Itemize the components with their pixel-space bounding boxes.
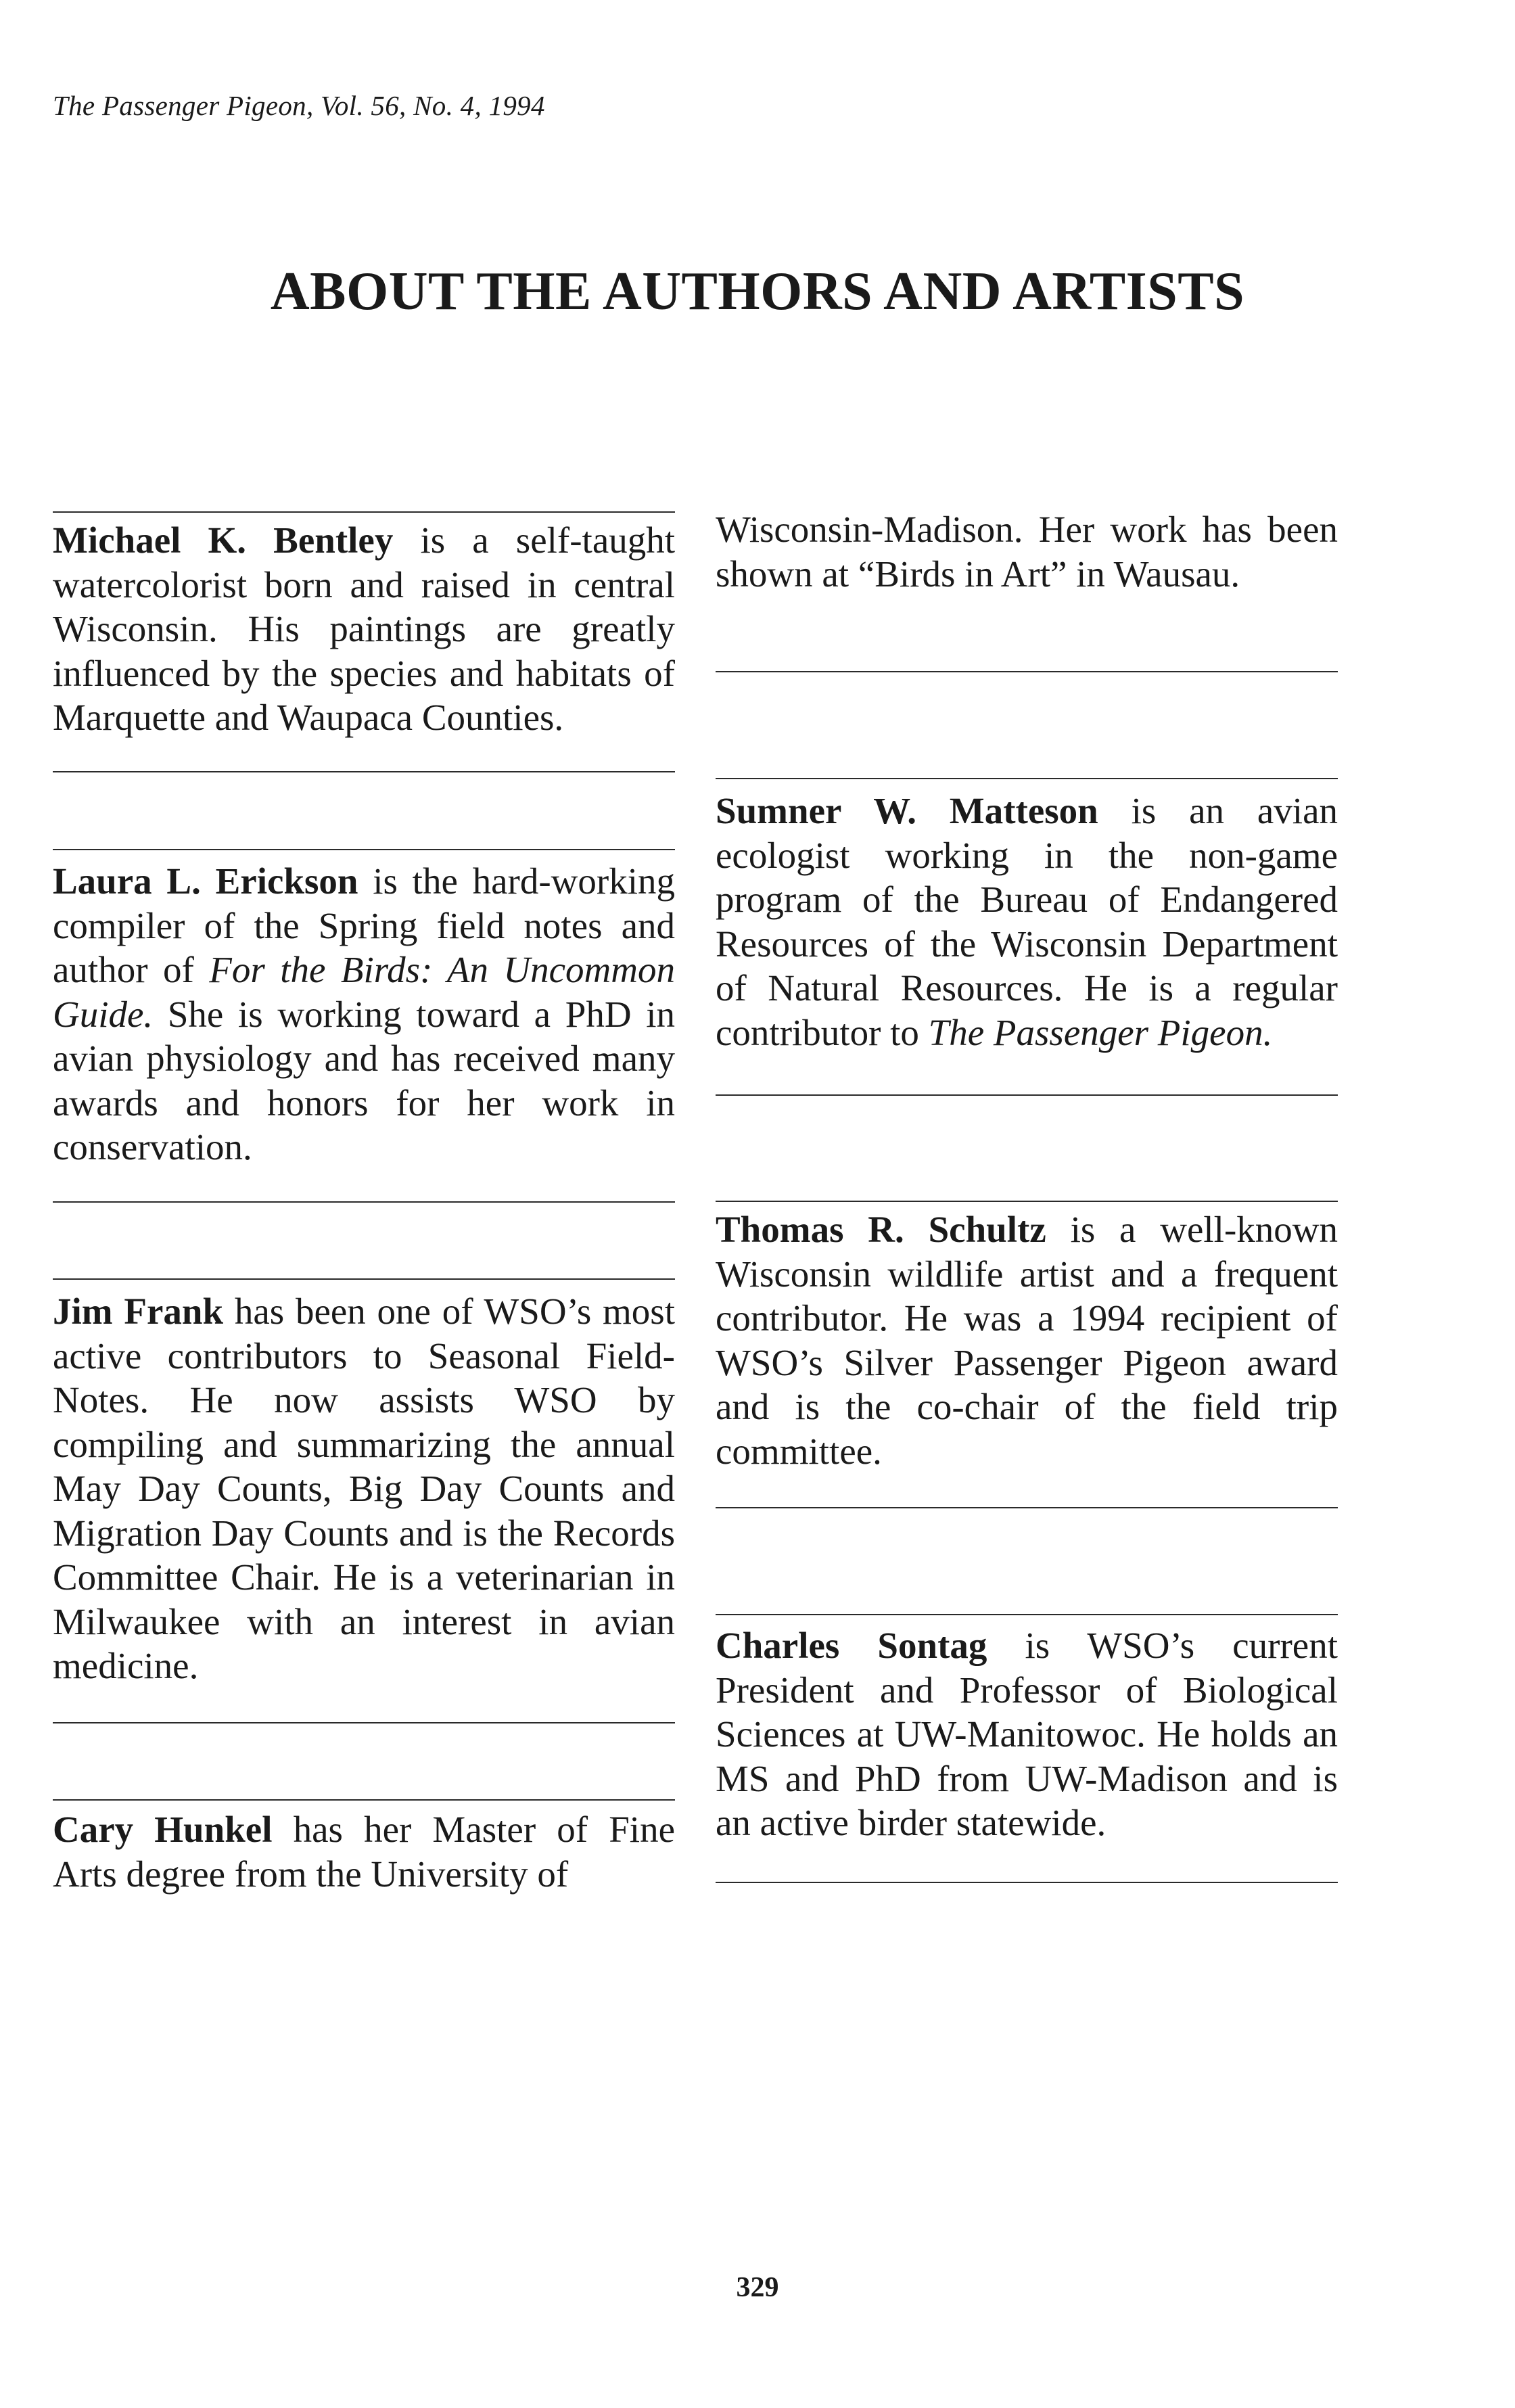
running-head: The Passenger Pigeon, Vol. 56, No. 4, 1994 bbox=[53, 90, 545, 121]
divider-rule bbox=[53, 511, 675, 513]
divider-rule bbox=[53, 849, 675, 850]
book-title: For the Birds: An Uncommon Guide. bbox=[53, 949, 676, 1035]
divider-rule bbox=[53, 1722, 675, 1723]
bio-hunkel-continued bbox=[716, 507, 1338, 596]
bio-hunkel bbox=[53, 1807, 675, 1896]
bio-matteson bbox=[716, 789, 1338, 1055]
author-name: Charles Sontag bbox=[716, 1625, 987, 1666]
bio-frank bbox=[53, 1289, 675, 1688]
divider-rule bbox=[716, 778, 1338, 779]
author-name: Laura L. Erickson bbox=[53, 860, 358, 902]
author-name: Sumner W. Matteson bbox=[716, 790, 1098, 831]
author-name: Cary Hunkel bbox=[53, 1809, 273, 1850]
divider-rule bbox=[716, 1094, 1338, 1096]
bio-text: has her Master of Fine Arts degree from the University of bbox=[53, 1809, 675, 1895]
divider-rule bbox=[716, 1882, 1338, 1883]
bio-text: is WSO’s current President and Professor of Biological Sciences at UW-Manitowoc. He holds an MS and PhD from UW-Madison and is an active birder statewide. bbox=[716, 1625, 1338, 1843]
divider-rule bbox=[716, 1201, 1338, 1202]
author-name: Michael K. Bentley bbox=[53, 519, 394, 561]
bio-schultz bbox=[716, 1207, 1338, 1473]
divider-rule bbox=[716, 1614, 1338, 1615]
bio-text: is an avian ecologist working in the non-game program of the Bureau of Endangered Resources of the Wisconsin Department of Natural Resources. He is a regular contributor to bbox=[716, 790, 1338, 1053]
bio-text: is the hard-working compiler of the Spring field notes and author of bbox=[53, 860, 675, 990]
journal-title: The Passenger Pigeon. bbox=[928, 1011, 1273, 1053]
bio-text: is a well-known Wisconsin wildlife artist and a frequent contributor. He was a 1994 recipient of WSO’s Silver Passenger Pigeon award and is the co-chair of the field trip committee. bbox=[716, 1209, 1338, 1472]
bio-text: Wisconsin-Madison. Her work has been shown at “Birds in Art” in Wausau. bbox=[716, 509, 1338, 595]
page-number: 329 bbox=[736, 2272, 779, 2303]
bio-text: has been one of WSO’s most active contributors to Seasonal Field-Notes. He now assists WSO by compiling and summarizing the annual May Day Counts, Big Day Counts and Migration Day Counts and is the Records Committee Chair. He is a veterinarian in Milwaukee with an interest in avian medicine. bbox=[53, 1291, 675, 1686]
divider-rule bbox=[53, 1201, 675, 1203]
page-title: ABOUT THE AUTHORS AND ARTISTS bbox=[270, 262, 1245, 321]
divider-rule bbox=[716, 671, 1338, 672]
bio-bentley bbox=[53, 518, 675, 740]
bio-text: is a self-taught watercolorist born and raised in central Wisconsin. His paintings are greatly influenced by the species and habitats of Marquette and Waupaca Counties. bbox=[53, 519, 676, 738]
divider-rule bbox=[53, 1799, 675, 1801]
divider-rule bbox=[716, 1507, 1338, 1508]
divider-rule bbox=[53, 1278, 675, 1280]
author-name: Thomas R. Schultz bbox=[716, 1209, 1046, 1250]
divider-rule bbox=[53, 771, 675, 772]
bio-sontag bbox=[716, 1623, 1338, 1845]
bio-erickson bbox=[53, 859, 675, 1170]
author-name: Jim Frank bbox=[53, 1291, 224, 1332]
bio-text: She is working toward a PhD in avian physiology and has received many awards and honors for her work in conservation. bbox=[53, 993, 675, 1167]
